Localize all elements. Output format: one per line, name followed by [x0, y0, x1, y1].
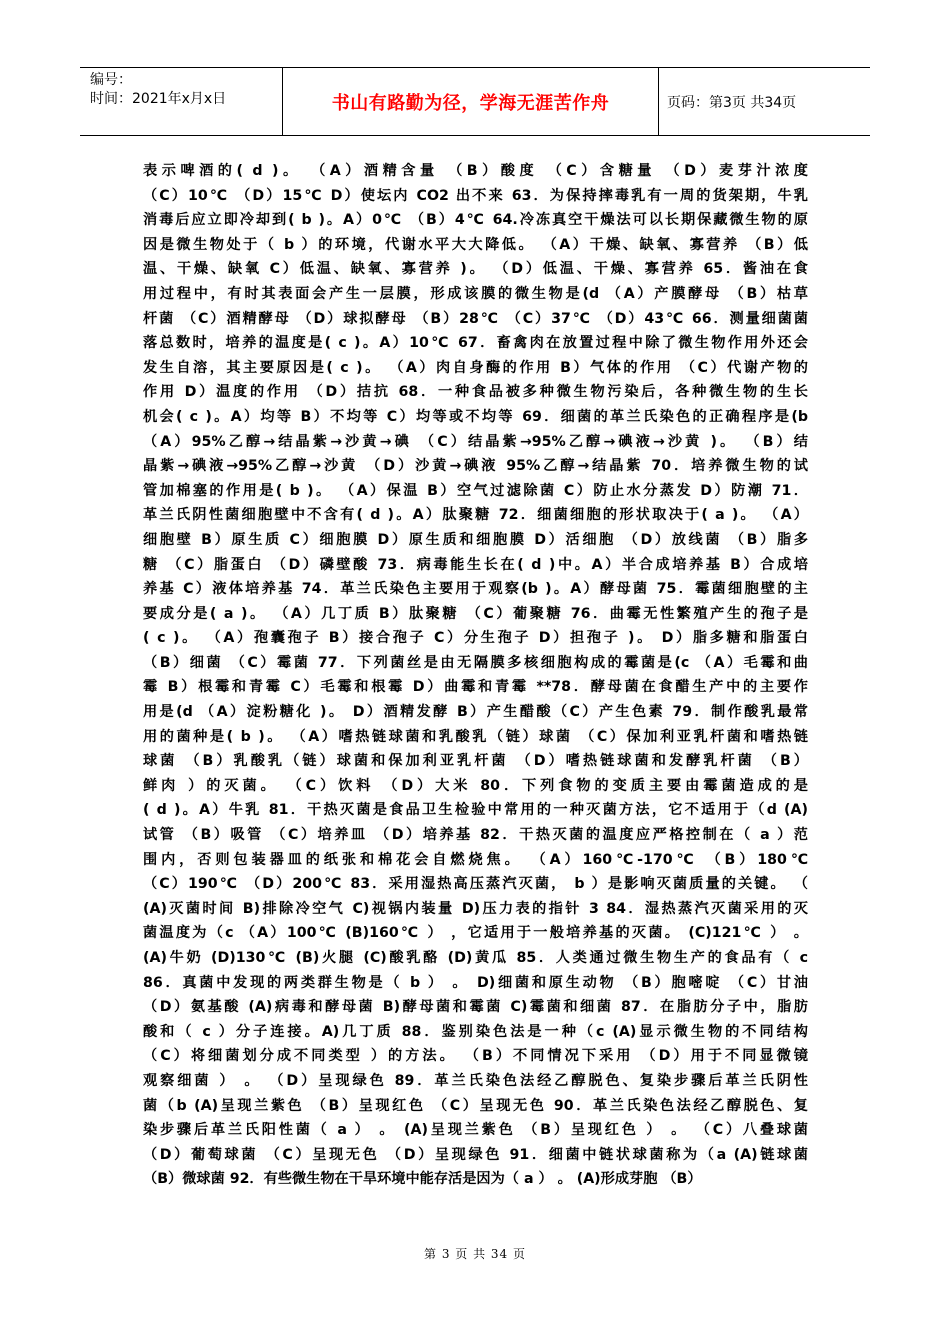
text-line: （A）95%乙醇→结晶紫→沙黄→碘 （C）结晶紫→95%乙醇→碘液→沙黄 )。 （B）结: [143, 433, 808, 450]
text-line: 鲜肉 ）的灭菌。 （C）饮料 （D）大米 80．下列食物的变质主要由霉菌造成的是: [143, 777, 808, 794]
page-info: 页码：第3页 共34页: [667, 94, 797, 111]
text-line: 围内，否则包装器皿的纸张和棉花会自燃烧焦。 （A）160℃-170℃ （B）180℃: [143, 851, 808, 868]
text-line: (A)灭菌时间 B)排除冷空气 C)视锅内装量 D)压力表的指针 3 84．湿热蒸汽灭菌采用的灭: [143, 900, 808, 917]
text-line: 消毒后应立即冷却到( b )。A）0℃ （B）4℃ 64.冷冻真空干燥法可以长期保藏微生物的原: [143, 212, 808, 229]
text-line: 糖 （C）脂蛋白 （D）磷壁酸 73．病毒能生长在( d )中。A）半合成培养基 B）合成培: [143, 556, 808, 573]
text-line: （D）氨基酸 (A)病毒和酵母菌 B)酵母菌和霉菌 C)霉菌和细菌 87．在脂肪分子中，脂肪: [143, 999, 808, 1016]
time-label: 时间：2021年x月x日: [90, 91, 227, 107]
text-line: 因是微生物处于（ b ）的环境，代谢水平大大降低。 （A）干燥、缺氧、寡营养 （B）低: [143, 236, 808, 253]
text-line: （C）10℃ （D）15℃ D）使坛内 CO2 出不来 63．为保持摔毒乳有一周的货架期，牛乳: [143, 187, 808, 204]
text-line: （D）葡萄球菌 （C）呈现无色 （D）呈现绿色 91．细菌中链状球菌称为（a (A)链球菌: [143, 1146, 808, 1163]
text-line: 杆菌 （C）酒精酵母 （D）球拟酵母 （B）28℃ （C）37℃ （D）43℃ 66．测量细菌菌: [143, 310, 808, 327]
header-meta: [80, 68, 283, 135]
text-line: 温、干燥、缺氧 C）低温、缺氧、寡营养 )。 （D）低温、干燥、寡营养 65．酱油在食: [143, 261, 808, 278]
document-body: [143, 159, 808, 1204]
text-line: ( c )。 （A）孢囊孢子 B）接合孢子 C）分生孢子 D）担孢子 )。 D）脂多糖和脂蛋白: [143, 630, 808, 647]
text-line: (A)牛奶 (D)130℃ (B)火腿 (C)酸乳酪 (D)黄瓜 85．人类通过微生物生产的食品有（ c: [143, 950, 808, 966]
text-line: 86．真菌中发现的两类群生物是（ b ） 。 D)细菌和原生动物 （B）胞嘧啶 （C）甘油: [143, 974, 808, 991]
text-line: 细胞壁 B）原生质 C）细胞膜 D）原生质和细胞膜 D）活细胞 （D）放线菌 （B）脂多: [143, 531, 808, 548]
text-line: 发生自溶，其主要原因是( c )。 （A）肉自身酶的作用 B）气体的作用 （C）代谢产物的: [143, 359, 808, 376]
text-line: 作用 D）温度的作用 （D）拮抗 68．一种食品被多种微生物污染后，各种微生物的生长: [143, 384, 808, 401]
text-line: （B）微球菌 92．有些微生物在干旱环境中能存活是因为（ a ） 。 (A)形成芽胞 （B）: [143, 1171, 702, 1188]
text-line: （C）将细菌划分成不同类型 ）的方法。 （B）不同情况下采用 （D）用于不同显微镜: [143, 1048, 808, 1065]
text-line: 要成分是( a )。 （A）几丁质 B）肽聚糖 （C）葡聚糖 76．曲霉无性繁殖产生的孢子是: [143, 605, 808, 622]
page-header: [80, 67, 870, 136]
text-line: 机会( c )。A）均等 B）不均等 C）均等或不均等 69．细菌的革兰氏染色的正确程序是(b: [143, 408, 808, 425]
text-line: 观察细菌 ） 。 （D）呈现绿色 89．革兰氏染色法经乙醇脱色、复染步骤后革兰氏阴性: [143, 1072, 808, 1089]
text-line: ( d )。A）牛乳 81．干热灭菌是食品卫生检验中常用的一种灭菌方法，它不适用于（d (A): [143, 802, 808, 819]
text-line: （B）细菌 （C）霉菌 77．下列菌丝是由无隔膜多核细胞构成的霉菌是(c （A）毛霉和曲: [143, 654, 808, 671]
motto: 书山有路勤为径，学海无涯苦作舟: [283, 68, 659, 135]
text-line: 用的菌种是( b )。 （A）嗜热链球菌和乳酸乳（链）球菌 （C）保加利亚乳杆菌和嗜热链: [143, 728, 808, 745]
text-line: 染步骤后革兰氏阳性菌（ a ） 。 (A)呈现兰紫色 （B）呈现红色 ） 。 （C）八叠球菌: [143, 1122, 808, 1139]
text-line: （C）190℃ （D）200℃ 83．采用湿热高压蒸汽灭菌， b ）是影响灭菌质量的关键。 （: [143, 876, 808, 893]
text-line: 管加棉塞的作用是( b )。 （A）保温 B）空气过滤除菌 C）防止水分蒸发 D）防潮 71．: [143, 482, 808, 499]
text-line: 酸和（ c ）分子连接。A)几丁质 88．鉴别染色法是一种（c (A)显示微生物的不同结构: [143, 1023, 808, 1040]
text-line: 用过程中，有时其表面会产生一层膜，形成该膜的微生物是(d （A）产膜酵母 （B）枯草: [143, 285, 808, 302]
page-footer: 第 3 页 共 34 页: [424, 1247, 526, 1261]
text-line: 革兰氏阴性菌细胞壁中不含有( d )。A）肽聚糖 72．细菌细胞的形状取决于( a )。 （A）: [143, 507, 808, 524]
text-line: 霉 B）根霉和青霉 C）毛霉和根霉 D）曲霉和青霉 **78．酵母菌在食醋生产中的主要作: [143, 679, 808, 696]
text-line: 落总数时，培养的温度是( c )。A）10℃ 67．畜禽肉在放置过程中除了微生物作用外还会: [143, 335, 808, 352]
text-line: 表示啤酒的( d )。 （A）酒精含量 （B）酸度 （C）含糖量 （D）麦芽汁浓度: [143, 163, 808, 179]
number-label: 编号：: [90, 72, 132, 88]
text-line: 晶紫→碘液→95%乙醇→沙黄 （D）沙黄→碘液 95%乙醇→结晶紫 70．培养微生物的试: [143, 458, 808, 475]
text-line: 用是(d （A）淀粉糖化 )。 D）酒精发酵 B）产生醋酸（C）产生色素 79．制作酸乳最常: [143, 704, 808, 721]
text-line: 菌温度为（c （A）100℃ (B)160℃ ） ，它适用于一般培养基的灭菌。 (C)121℃ ） 。: [143, 925, 808, 942]
text-line: 养基 C）液体培养基 74．革兰氏染色主要用于观察(b )。A）酵母菌 75．霉菌细胞壁的主: [143, 581, 808, 598]
text-line: 菌（b (A)呈现兰紫色 （B）呈现红色 （C）呈现无色 90．革兰氏染色法经乙醇脱色、复: [143, 1097, 808, 1114]
text-line: 试管 （B）吸管 （C）培养皿 （D）培养基 82．干热灭菌的温度应严格控制在（ a ）范: [143, 827, 808, 844]
text-line: 球菌 （B）乳酸乳（链）球菌和保加利亚乳杆菌 （D）嗜热链球菌和发酵乳杆菌 （B）: [143, 753, 808, 770]
